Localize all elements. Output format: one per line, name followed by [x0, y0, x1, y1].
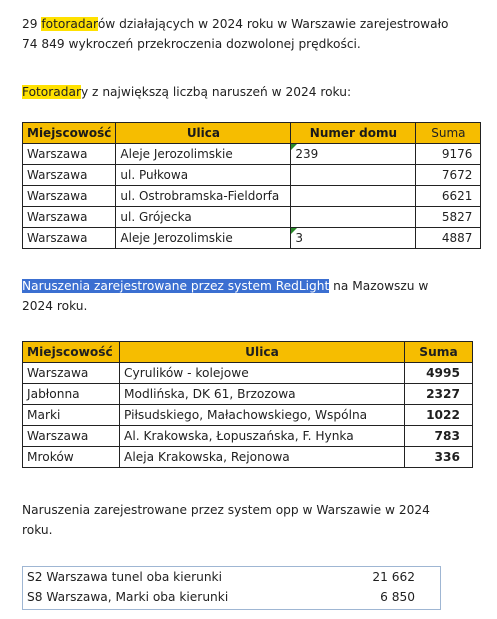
table-header-row — [23, 123, 481, 144]
section3-line2: roku. — [22, 523, 53, 537]
table-row — [23, 405, 473, 426]
intro-line2: 74 849 wykroczeń przekroczenia dozwolonej prędkości. — [22, 37, 361, 51]
intro-rest: ów działających w 2024 roku w Warszawie zarejestrowało — [97, 17, 449, 31]
table-row — [23, 363, 473, 384]
table-row — [23, 228, 481, 249]
table-cell: Warszawa — [23, 144, 116, 165]
table-cell: S2 Warszawa tunel oba kierunki — [27, 570, 223, 584]
col-header-ulica: Ulica — [116, 123, 291, 144]
table-cell: ul. Ostrobramska-Fieldorfa — [116, 186, 291, 207]
table-cell: 9176 — [416, 144, 481, 165]
table-row — [23, 186, 481, 207]
intro-paragraph — [22, 14, 477, 54]
section2-highlight: Naruszenia zarejestrowane przez system RedLight — [22, 279, 330, 293]
redlight-table — [22, 341, 473, 468]
opp-table — [22, 566, 441, 610]
table-row — [23, 384, 473, 405]
section1-rest: y z największą liczbą naruszeń w 2024 roku: — [80, 85, 352, 99]
table-cell: 21 662 — [372, 570, 415, 584]
table-cell: Modlińska, DK 61, Brzozowa — [120, 384, 405, 405]
table-row — [23, 165, 481, 186]
col-header-miejscowosc: Miejscowość — [23, 123, 116, 144]
col-header-suma: Suma — [416, 123, 481, 144]
table-cell: 4995 — [405, 363, 473, 384]
table-cell — [291, 207, 416, 228]
table-cell: Marki — [23, 405, 120, 426]
section1-highlight: Fotoradar — [22, 85, 81, 99]
section1-heading — [22, 82, 477, 102]
intro-count: 29 — [22, 17, 38, 31]
table-cell: Cyrulików - kolejowe — [120, 363, 405, 384]
table-cell: 239 — [291, 144, 416, 165]
table-cell: Aleja Krakowska, Rejonowa — [120, 447, 405, 468]
table-cell: Aleje Jerozolimskie — [116, 228, 291, 249]
col-header-suma: Suma — [405, 342, 473, 363]
intro-highlight: fotoradar — [41, 17, 98, 31]
table-cell: 6 850 — [380, 590, 415, 604]
col-header-numer-domu: Numer domu — [291, 123, 416, 144]
table-row — [23, 144, 481, 165]
table-cell: Warszawa — [23, 228, 116, 249]
table-cell: Jabłonna — [23, 384, 120, 405]
table-row — [23, 426, 473, 447]
table-cell — [291, 165, 416, 186]
table-row — [23, 207, 481, 228]
table-cell: 5827 — [416, 207, 481, 228]
table-cell: Warszawa — [23, 207, 116, 228]
table-cell: ul. Pułkowa — [116, 165, 291, 186]
table-cell: ul. Grójecka — [116, 207, 291, 228]
table-header-row — [23, 342, 473, 363]
table-cell: Warszawa — [23, 165, 116, 186]
table-row — [23, 447, 473, 468]
table-cell: 6621 — [416, 186, 481, 207]
speed-camera-table — [22, 122, 481, 249]
table-cell: 336 — [405, 447, 473, 468]
table-cell: 7672 — [416, 165, 481, 186]
section3-heading — [22, 500, 477, 540]
section3-line1: Naruszenia zarejestrowane przez system opp w Warszawie w 2024 — [22, 503, 430, 517]
col-header-miejscowosc: Miejscowość — [23, 342, 120, 363]
table-row — [23, 587, 440, 607]
section2-heading — [22, 276, 477, 316]
section2-rest: na Mazowszu w — [329, 279, 429, 293]
table-cell: Warszawa — [23, 363, 120, 384]
table-cell — [291, 186, 416, 207]
table-cell: 4887 — [416, 228, 481, 249]
table-cell: 783 — [405, 426, 473, 447]
table-cell: Mroków — [23, 447, 120, 468]
table-cell: 2327 — [405, 384, 473, 405]
table-cell: Aleje Jerozolimskie — [116, 144, 291, 165]
table-cell: S8 Warszawa, Marki oba kierunki — [27, 590, 229, 604]
table-cell: Warszawa — [23, 186, 116, 207]
table-row — [23, 567, 440, 587]
table-cell: Piłsudskiego, Małachowskiego, Wspólna — [120, 405, 405, 426]
table-cell: Warszawa — [23, 426, 120, 447]
table-cell: 3 — [291, 228, 416, 249]
table-cell: Al. Krakowska, Łopuszańska, F. Hynka — [120, 426, 405, 447]
table-cell: 1022 — [405, 405, 473, 426]
col-header-ulica: Ulica — [120, 342, 405, 363]
section2-line2: 2024 roku. — [22, 299, 88, 313]
